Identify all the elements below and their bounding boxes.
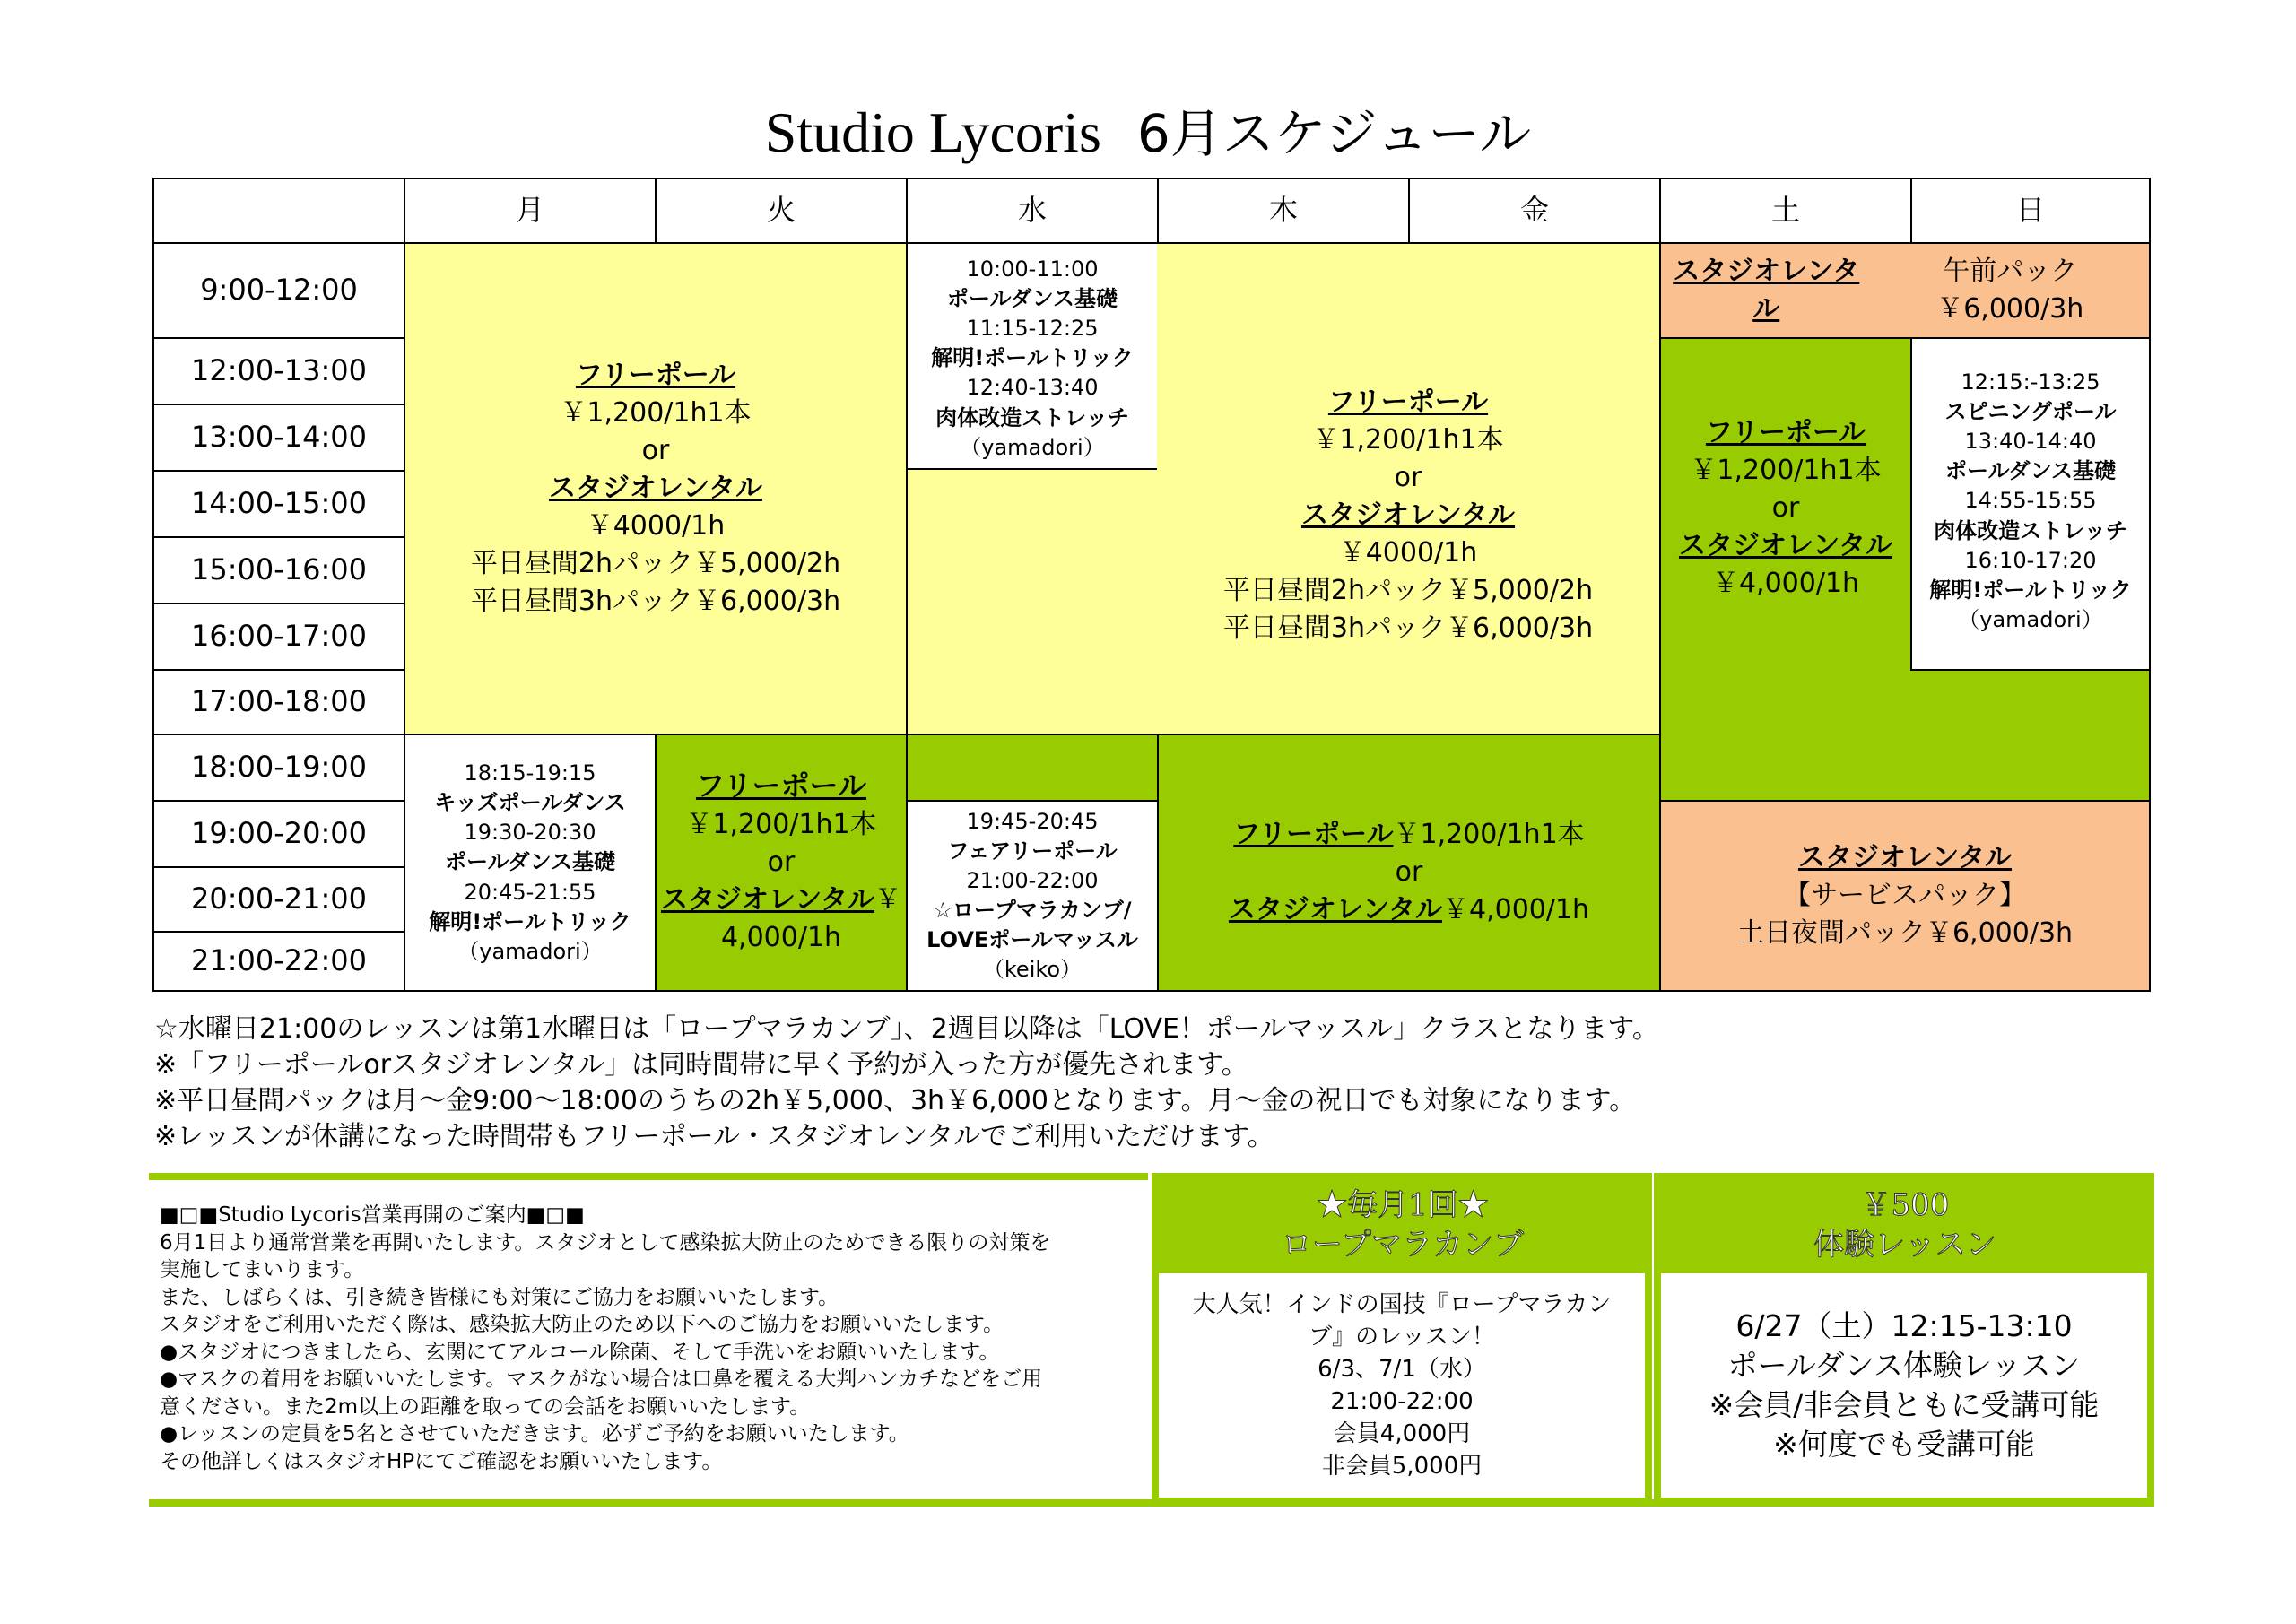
lesson-time: 12:15:-13:25: [1961, 369, 2100, 395]
studio-rental-label: スタジオレンタル: [548, 473, 763, 504]
studio-rental-line: [1229, 891, 1589, 929]
lesson-time: 11:15-12:25: [966, 316, 1099, 342]
info-top-bar: [149, 1173, 1148, 1180]
block-wed-night-lessons: [906, 800, 1159, 992]
free-pole-line: [1233, 816, 1584, 854]
time-slot: 19:00-20:00: [152, 800, 405, 868]
studio-rental-label: スタジオレンタル: [1678, 530, 1893, 561]
trial-body-line: ※何度でも受講可能: [1773, 1427, 2035, 1462]
lesson-name: 肉体改造ストレッチ: [1934, 517, 2127, 543]
lesson-time: 13:40-14:40: [1964, 429, 2097, 455]
notice-line: スタジオをご利用いただく際は、感染拡大防止のため以下へのご協力をお願いいたします。: [160, 1313, 1004, 1336]
instructor-name: （yamadori）: [960, 434, 1105, 460]
rope-body-line: 非会員5,000円: [1321, 1453, 1483, 1480]
notice-line: ●レッスンの定員を5名とさせていただきます。必ずご予約をお願いいたします。: [160, 1422, 909, 1446]
lesson-name: LOVEポールマッスル: [926, 927, 1138, 953]
block-wed-lessons: [906, 242, 1159, 470]
notice-line: 6月1日より通常営業を再開いたします。スタジオとして感染拡大防止のためできる限りの対策を: [160, 1230, 1051, 1255]
trial-body-line: ※会員/非会員ともに受講可能: [1709, 1387, 2100, 1422]
price-text: ￥1,200/1h1本: [1690, 455, 1882, 486]
block-weekend-morning: [1659, 242, 2151, 339]
block-sun-lessons: [1910, 337, 2151, 671]
notes-section: [154, 1012, 2217, 1155]
studio-rental-label: スタジオレンタル: [1300, 499, 1516, 531]
notice-line: ●マスクの着用をお願いいたします。マスクがない場合は口鼻を覆える大判ハンカチなどをご用: [160, 1368, 1043, 1391]
note-line: ※「フリーポールorスタジオレンタル」は同時間帯に早く予約が入った方が優先されます。: [154, 1049, 1248, 1081]
lesson-name: スピニングポール: [1944, 399, 2117, 425]
trial-header-line: 体験レッスン: [1813, 1227, 1996, 1263]
lesson-name: ポールダンス基礎: [444, 849, 616, 875]
wed-afternoon-fill: [908, 470, 1159, 734]
time-slot: 21:00-22:00: [152, 931, 405, 992]
lesson-time: 10:00-11:00: [966, 256, 1099, 282]
time-slot: 15:00-16:00: [152, 536, 405, 604]
instructor-name: （yamadori）: [1958, 606, 2103, 632]
price-text: ￥4000/1h: [1338, 537, 1478, 569]
free-pole-label: フリーポール: [1327, 386, 1489, 418]
pack-text: 平日昼間3hパック￥6,000/3h: [1222, 612, 1594, 644]
studio-rental-line: [661, 881, 901, 919]
studio-rental-label: スタジオレンタル: [1228, 894, 1442, 925]
night-pack-text: 土日夜間パック￥6,000/3h: [1736, 917, 2074, 949]
time-slot: 14:00-15:00: [152, 470, 405, 538]
instructor-name: （yamadori）: [457, 938, 603, 964]
title-studio-name: Studio Lycoris: [764, 100, 1101, 164]
reopening-notice: [160, 1202, 1146, 1498]
note-line: ※平日昼間パックは月～金9:00～18:00のうちの2h￥5,000、3h￥6,000となります。月～金の祝日でも対象になります。: [154, 1085, 1637, 1116]
schedule-table: [152, 178, 2151, 992]
price-text: ￥4000/1h: [586, 510, 726, 542]
rope-body-line: 会員4,000円: [1333, 1420, 1471, 1447]
free-pole-label: フリーポール: [575, 360, 736, 391]
rope-header-line: ★毎月1回★: [1317, 1187, 1489, 1223]
rope-body-line: 6/3、7/1（水）: [1318, 1356, 1486, 1383]
header-corner: [152, 178, 405, 244]
lesson-name: ポールダンス基礎: [1944, 458, 2117, 484]
or-text: or: [1771, 492, 1800, 524]
block-thu-fri-daytime: [1157, 242, 1661, 735]
time-slot: 13:00-14:00: [152, 404, 405, 472]
day-header-mon: 月: [404, 178, 657, 244]
pack-text: 平日昼間2hパック￥5,000/2h: [470, 548, 841, 579]
trial-panel-body: [1661, 1273, 2147, 1498]
notice-line: ■□■Studio Lycoris営業再開のご案内■□■: [160, 1203, 585, 1227]
lesson-time: 14:55-15:55: [1964, 488, 2097, 514]
or-text: or: [1394, 462, 1422, 493]
pack-text: 平日昼間3hパック￥6,000/3h: [470, 586, 841, 617]
time-slot: 12:00-13:00: [152, 337, 405, 405]
price-text: 4,000/1h: [720, 921, 842, 953]
price-text: ￥1,200/1h1本: [685, 808, 877, 840]
block-weekend-night: [1659, 800, 2151, 992]
studio-rental-label: スタジオレンタル: [1797, 842, 2013, 873]
price-text: ￥4,000/1h: [1711, 568, 1860, 599]
or-text: or: [641, 435, 670, 466]
studio-rental-label: スタジオレンタル: [1673, 256, 1860, 325]
day-header-tue: 火: [655, 178, 908, 244]
notice-line: ●スタジオにつきましたら、玄関にてアルコール除菌、そして手洗いをお願いいたします。: [160, 1340, 1000, 1364]
sat-daytime-content: [1661, 414, 1910, 603]
note-line: ※レッスンが休講になった時間帯もフリーポール・スタジオレンタルでご利用いただけます。: [154, 1121, 1274, 1152]
rope-body-line: 大人気！インドの国技『ロープマラカン: [1192, 1291, 1612, 1318]
price-text: ￥1,200/1h1本: [1312, 424, 1504, 456]
lesson-time: 21:00-22:00: [966, 867, 1099, 893]
or-text: or: [767, 846, 796, 878]
lesson-name: キッズポールダンス: [434, 790, 626, 816]
lesson-time: 18:15-19:15: [464, 760, 596, 786]
block-mon-night-lessons: [404, 734, 657, 992]
page-title: [0, 97, 2296, 169]
lesson-time: 19:45-20:45: [966, 808, 1099, 834]
lesson-time: 20:45-21:55: [464, 879, 596, 905]
studio-rental-label: スタジオレンタル: [660, 883, 875, 916]
trial-header-line: ￥500: [1860, 1187, 1950, 1223]
time-slot: 9:00-12:00: [152, 242, 405, 339]
day-header-thu: 木: [1157, 178, 1410, 244]
notice-line: 意ください。また2m以上の距離を取っての会話をお願いいたします。: [160, 1394, 811, 1419]
rope-body-line: ブ』のレッスン！: [1309, 1324, 1495, 1350]
day-header-wed: 水: [906, 178, 1159, 244]
lesson-name: 解明!ポールトリック: [429, 908, 631, 934]
lesson-name: フェアリーポール: [947, 838, 1118, 864]
time-slot: 20:00-21:00: [152, 866, 405, 933]
free-pole-label: フリーポール: [695, 769, 867, 803]
instructor-name: （keiko）: [982, 957, 1083, 983]
yen-sign: ￥: [874, 883, 902, 916]
title-month-schedule: 6月スケジュール: [1136, 103, 1532, 164]
notice-line: その他詳しくはスタジオHPにてご確認をお願いいたします。: [160, 1449, 723, 1473]
time-slot: 17:00-18:00: [152, 669, 405, 735]
or-text: or: [1395, 856, 1423, 888]
block-mon-tue-daytime: [404, 242, 908, 735]
wed-evening-fill: [908, 735, 1159, 802]
free-pole-label: フリーポール: [1233, 819, 1394, 850]
rope-panel-header: [1161, 1180, 1645, 1270]
price-text: ￥4,000/1h: [1441, 894, 1590, 925]
block-thu-fri-night: [1157, 734, 1661, 992]
lesson-time: 16:10-17:20: [1964, 547, 2097, 573]
price-text: ￥1,200/1h1本: [1393, 819, 1585, 850]
trial-panel-header: [1663, 1180, 2147, 1270]
service-pack-label: 【サービスパック】: [1784, 880, 2026, 911]
rope-body-line: 21:00-22:00: [1330, 1388, 1474, 1415]
lesson-name: 肉体改造ストレッチ: [935, 404, 1129, 430]
trial-body-line: 6/27（土）12:15-13:10: [1735, 1308, 2073, 1343]
lesson-name: 解明!ポールトリック: [931, 345, 1134, 371]
lesson-name: ポールダンス基礎: [946, 286, 1118, 312]
time-slot: 18:00-19:00: [152, 734, 405, 802]
lesson-name: ☆ロープマラカンブ/: [933, 898, 1132, 923]
note-line: ☆水曜日21:00のレッスンは第1水曜日は「ロープマラカンブ」、2週目以降は「LOVE！ポールマッスル」クラスとなります。: [154, 1013, 1659, 1045]
day-header-sat: 土: [1659, 178, 1912, 244]
lesson-time: 12:40-13:40: [966, 375, 1099, 401]
pack-text: 平日昼間2hパック￥5,000/2h: [1222, 575, 1594, 606]
rope-header-line: ロープマラカンブ: [1281, 1227, 1525, 1263]
free-pole-label: フリーポール: [1705, 417, 1866, 448]
notice-line: 実施してまいります。: [160, 1258, 365, 1281]
lesson-name: 解明!ポールトリック: [1929, 577, 2132, 603]
notice-line: また、しばらくは、引き続き皆様にも対策にご協力をお願いいたします。: [160, 1285, 839, 1309]
price-text: ￥1,200/1h1本: [560, 397, 752, 429]
morning-pack-text: 午前パック￥6,000/3h: [1936, 256, 2084, 325]
lesson-time: 19:30-20:30: [464, 820, 596, 846]
day-header-fri: 金: [1408, 178, 1661, 244]
day-header-sun: 日: [1910, 178, 2151, 244]
block-tue-night: [655, 734, 908, 992]
time-slot: 16:00-17:00: [152, 603, 405, 671]
trial-body-line: ポールダンス体験レッスン: [1727, 1348, 2081, 1383]
rope-panel-body: [1159, 1273, 1645, 1498]
